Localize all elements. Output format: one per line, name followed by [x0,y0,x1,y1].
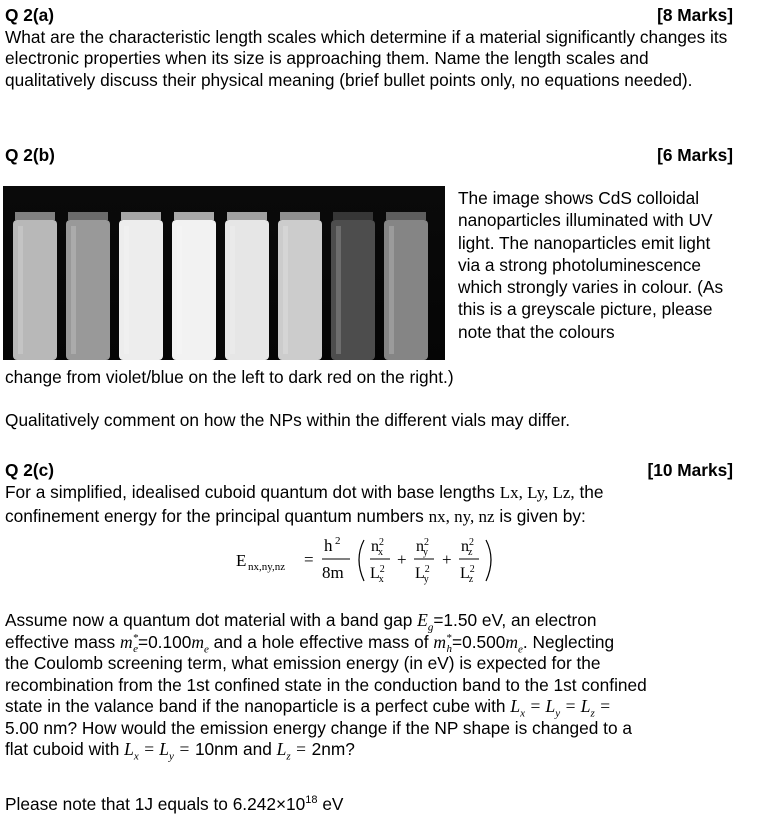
assume-line-2 [5,632,745,654]
formula-plus-1: + [397,550,407,569]
formula-term-x [370,537,390,585]
q2c-header [5,460,733,482]
vial-highlight-4 [177,226,182,354]
assume-line7c: 2nm? [311,739,355,759]
assume-s1: Assume now a quantum dot material with a band gap [5,610,413,630]
assume-line-6: 5.00 nm? How would the emission energy change if the NP shape is changed to a [5,717,632,738]
formula-term-x-num: $n^2$ x [371,537,384,558]
vial-neck-6 [280,212,320,220]
assume-line5-text: state in the valance band if the nanoparticle is a perfect cube with [5,696,506,716]
note-unit: eV [317,794,344,814]
q2c-intro-line2-b: is given by: [499,506,586,526]
assume-s4: =0.100 [137,631,192,652]
vial-neck-2 [68,212,108,220]
assume-s5: and a hole effective mass of [213,631,429,652]
formula-left-paren [359,540,364,581]
vial-neck-8 [386,212,426,220]
vial-neck-1 [15,212,55,220]
me-symbol-2: $m_e$ [505,631,523,655]
electron-mass-symbol: $m^*_e$ [119,631,139,655]
q2a-text: What are the characteristic length scales which determine if a material significantly changes its electronic properties when its size is approaching them. Name the length scales and qualitatively discuss their physical meaning (brief bullet points only, no equations needed). [5,26,728,90]
hole-mass-symbol: $m^*_h$ [433,631,452,655]
q2a-heading: Q 2(a) [5,5,54,25]
vial-highlight-3 [124,226,129,354]
q2c-marks: [10 Marks] [647,460,733,480]
note-exponent: 18 [305,794,318,807]
q2c-intro-line1 [5,482,745,504]
vial-highlight-7 [336,226,341,354]
formula-term-z-den: $L^2$ z [460,564,475,585]
assume-line7b: 10nm and [194,739,272,759]
vial-neck-7 [333,212,373,220]
vial-highlight-2 [71,226,76,354]
q2b-image-text: The image shows CdS colloidal nanoparticles illuminated with UV light. The nanoparticles emit light via a strong photoluminescence which strongly varies in colour. (As this is a greyscale picture, please note that the colours [458,188,724,342]
formula-denominator: 8m [322,563,344,582]
assume-s3: effective mass [5,631,116,652]
formula-equals: = [304,550,314,569]
cube-equation: $L_x = L_y = L_z$ = [510,696,611,720]
assume-line-1 [5,610,745,632]
vial-highlight-8 [389,226,394,354]
q2b-header [5,145,733,167]
q2c-intro-line2-a: confinement energy for the principal quantum numbers [5,506,424,526]
formula-term-z [459,537,479,585]
assume-line-5 [5,696,745,718]
formula-term-x-den: $L^2$ x [370,564,385,585]
assume-line-4: recombination from the 1st confined state in the conduction band to the 1st confined [5,674,647,695]
assume-line-3: the Coulomb screening term, what emission energy (in eV) is expected for the [5,653,601,673]
flat-equation-2: $L_z$ = [276,739,307,763]
vial-highlight-5 [230,226,235,354]
formula-numerator-exp: 2 [335,535,341,547]
formula-plus-2: + [442,550,452,569]
formula-numerator: h [324,536,333,555]
q2b-marks: [6 Marks] [657,145,733,165]
formula-lhs: E [236,551,247,570]
vial-neck-4 [174,212,214,220]
assume-s2: =1.50 eV, an electron [433,610,597,630]
q2b-image-text-cont: change from violet/blue on the left to dark red on the right.) [5,367,454,387]
q2c-intro-line2 [5,506,745,528]
vial-highlight-1 [18,226,23,354]
formula-lhs-sub: nx,ny,nz [248,561,286,573]
q2c-assume-paragraph [5,610,745,761]
assume-line7a: flat cuboid with [5,739,120,759]
vial-highlight-6 [283,226,288,354]
q2a-block [5,5,733,91]
note-text: Please note that 1J equals to 6.242×10 [5,794,306,814]
assume-line-7 [5,739,745,761]
vial-neck-5 [227,212,267,220]
q2b-question: Qualitatively comment on how the NPs within the different vials may differ. [5,410,571,430]
q2c-intro-1: For a simplified, idealised cuboid quantum dot with base lengths [5,482,495,502]
assume-s7: . Neglecting [522,631,615,652]
formula-term-z-num: $n^2$ z [461,537,474,558]
formula-term-y-den: $L^2$ y [415,564,430,585]
me-symbol: $m_e$ [191,631,209,655]
q2a-marks: [8 Marks] [657,5,733,25]
vial-neck-3 [121,212,161,220]
q2c-note [5,794,343,816]
q2c-intro-vars: Lx, Ly, Lz, [499,483,575,502]
formula-right-paren [486,540,491,581]
band-gap-symbol: $E_g$ [417,610,434,634]
q2c-heading: Q 2(c) [5,460,54,480]
confinement-energy-formula [232,534,532,590]
q2b-heading: Q 2(b) [5,145,55,165]
vials-photo [3,186,445,360]
q2c-intro-line2-vars: nx, ny, nz [428,507,495,526]
assume-s6: =0.500 [452,631,506,652]
q2c-intro-2: the [579,482,604,502]
formula-term-y-num: $n^2$ y [416,537,429,558]
formula-term-y [414,537,434,585]
flat-equation-1: $L_x = L_y$ = [124,739,191,763]
